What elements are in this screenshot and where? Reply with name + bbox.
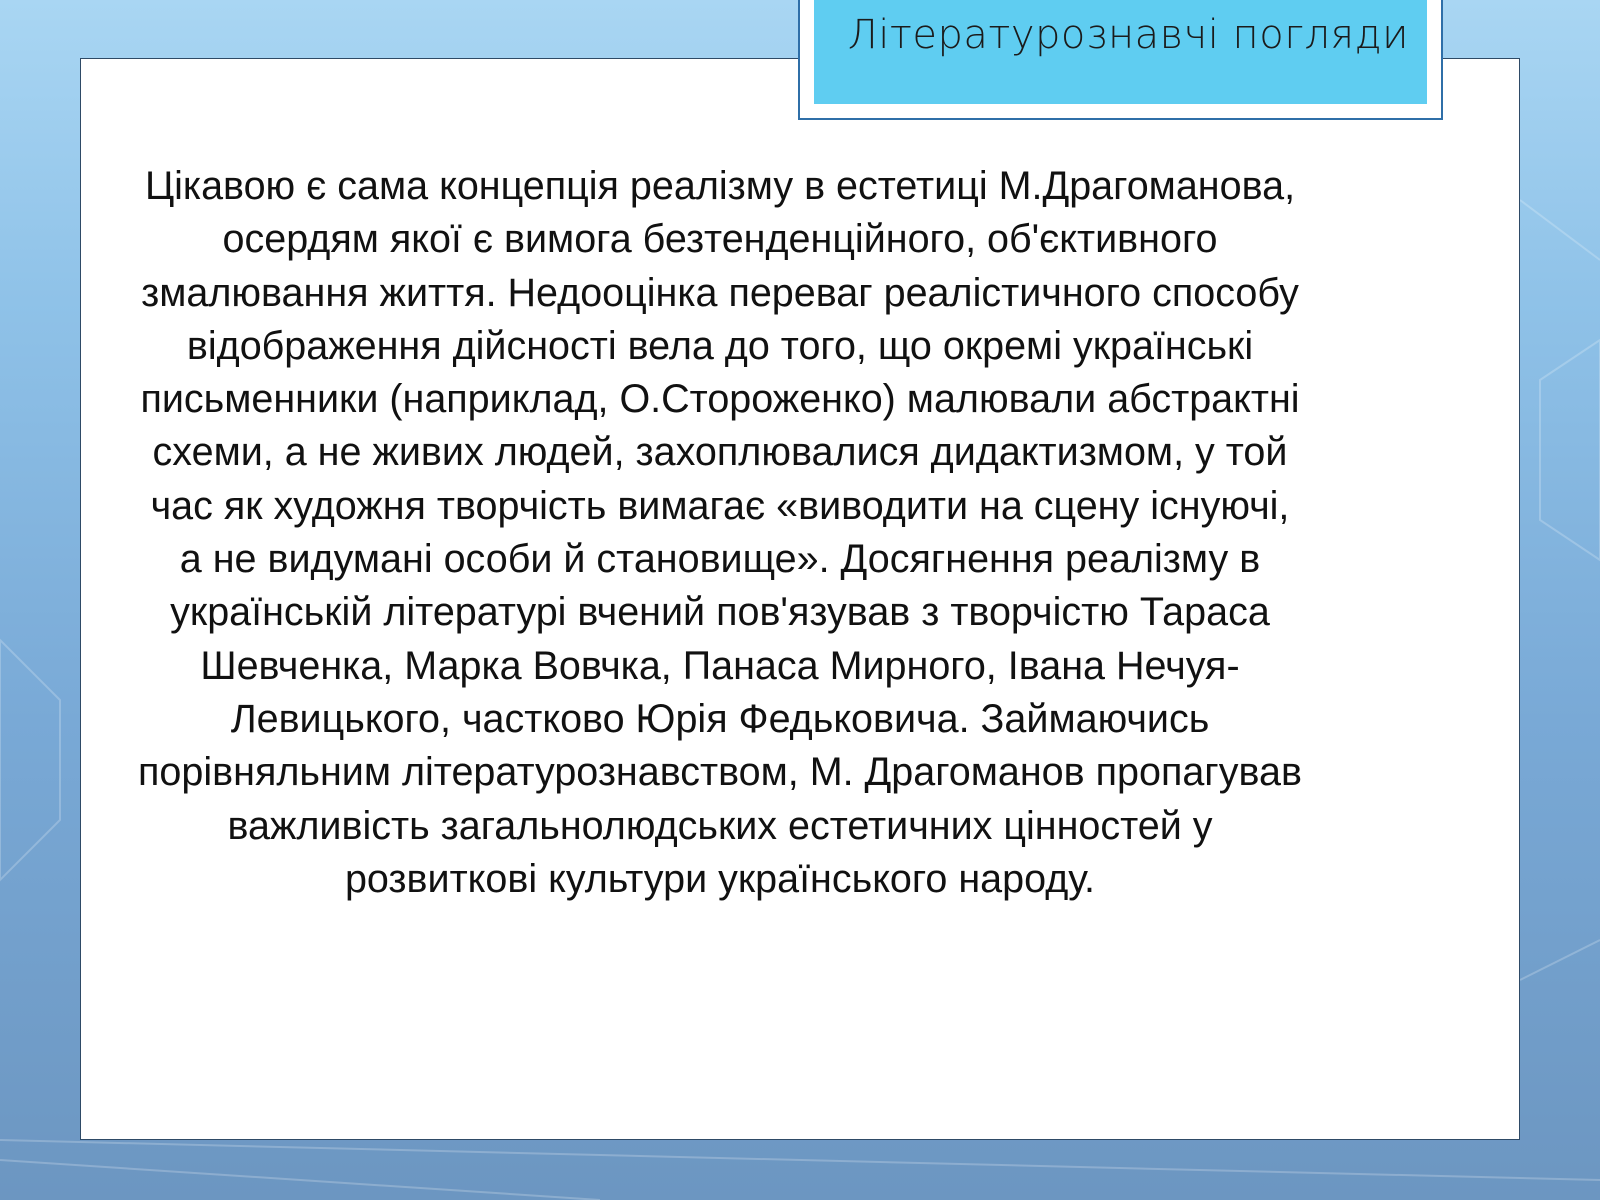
body-line: письменники (наприклад, О.Стороженко) малювали абстрактні (140, 377, 1300, 422)
body-line: важливість загальнолюдських естетичних цінностей у (227, 803, 1213, 848)
title-box (798, 0, 1443, 120)
body-line: Цікавою є сама концепція реалізму в естетиці М.Драгоманова, (144, 164, 1296, 208)
body-line: розвиткові культури українського народу. (344, 856, 1096, 901)
body-line: час як художня творчість вимагає «виводити на сцену існуючі, (150, 483, 1290, 528)
body-line: осердям якої є вимога безтенденційного, об'єктивного (222, 217, 1218, 262)
body-line: порівняльним літературознавством, М. Драгоманов пропагував (138, 750, 1302, 795)
body-line: відображення дійсності вела до того, що окремі українські (186, 323, 1254, 368)
body-line: Левицького, частково Юрія Федьковича. Займаючись (230, 696, 1210, 741)
slide-body-text (60, 160, 1380, 906)
title-banner (814, 0, 1427, 104)
body-line: змалювання життя. Недооцінка переваг реалістичного способу (141, 270, 1299, 315)
body-line: схеми, а не живих людей, захоплювалися дидактизмом, у той (152, 430, 1288, 475)
body-line: українській літературі вчений пов'язував з творчістю Тараса (170, 590, 1270, 635)
body-line: а не видумані особи й становище». Досягнення реалізму в (179, 537, 1261, 582)
slide-title: Літературознавчі погляди (847, 12, 1409, 58)
body-line: Шевченка, Марка Вовчка, Панаса Мирного, Івана Нечуя- (200, 643, 1240, 688)
